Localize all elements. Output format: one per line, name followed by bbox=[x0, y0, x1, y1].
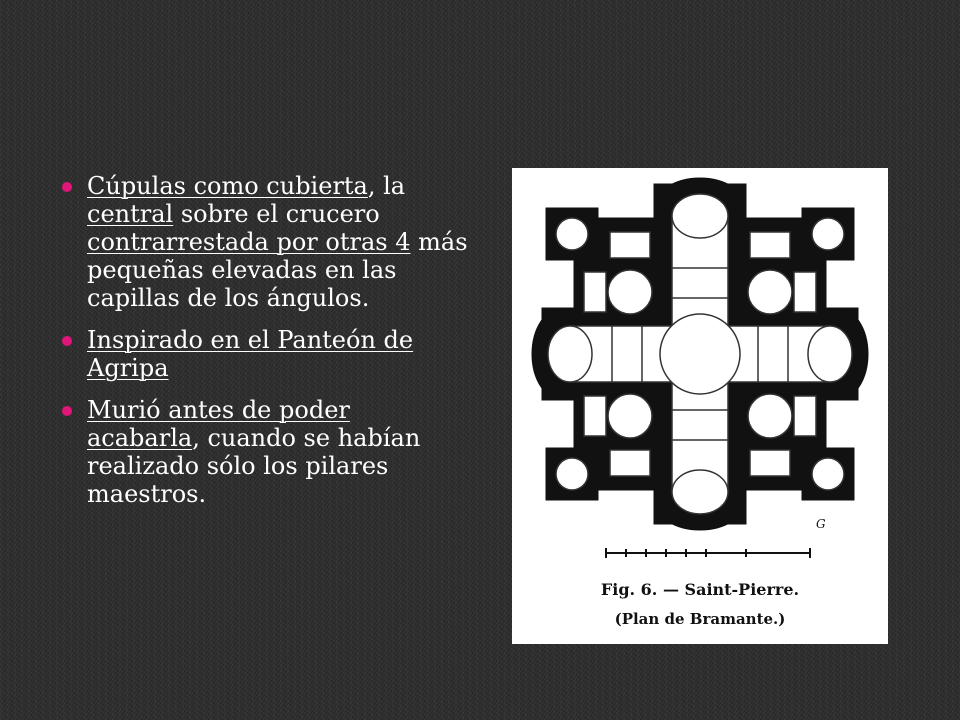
bullet-1-part-4: sobre el crucero bbox=[173, 200, 380, 228]
floor-plan-drawing bbox=[512, 168, 888, 644]
bullet-item-2 bbox=[60, 326, 470, 382]
bullet-2-part-1[interactable]: Inspirado en el Panteón de Agripa bbox=[87, 326, 414, 382]
bullet-1-part-3[interactable]: central bbox=[87, 200, 174, 228]
plan-mark: G bbox=[816, 517, 826, 531]
bullet-dot-icon bbox=[62, 406, 72, 416]
bullet-1-part-5[interactable]: contrarrestada por otras 4 bbox=[87, 228, 411, 256]
bullet-list bbox=[60, 172, 470, 522]
bullet-item-1 bbox=[60, 172, 470, 312]
bullet-1-part-2: , la bbox=[367, 172, 406, 200]
floor-plan-figure bbox=[512, 168, 888, 644]
bullet-3-part-1[interactable]: Murió antes de poder acabarla bbox=[87, 396, 350, 452]
bullet-item-3 bbox=[60, 396, 470, 508]
bullet-dot-icon bbox=[62, 336, 72, 346]
bullet-1-part-1[interactable]: Cúpulas como cubierta bbox=[87, 172, 368, 200]
bullet-1-part-6: más pequeñas elevadas en las capillas de los ángulos. bbox=[87, 228, 468, 312]
figure-caption: Fig. 6. — Saint-Pierre. bbox=[600, 580, 800, 599]
bullet-dot-icon bbox=[62, 182, 72, 192]
bullet-3-part-2: , cuando se habían realizado sólo los pilares maestros. bbox=[87, 424, 421, 508]
figure-subcaption: (Plan de Bramante.) bbox=[614, 610, 786, 628]
